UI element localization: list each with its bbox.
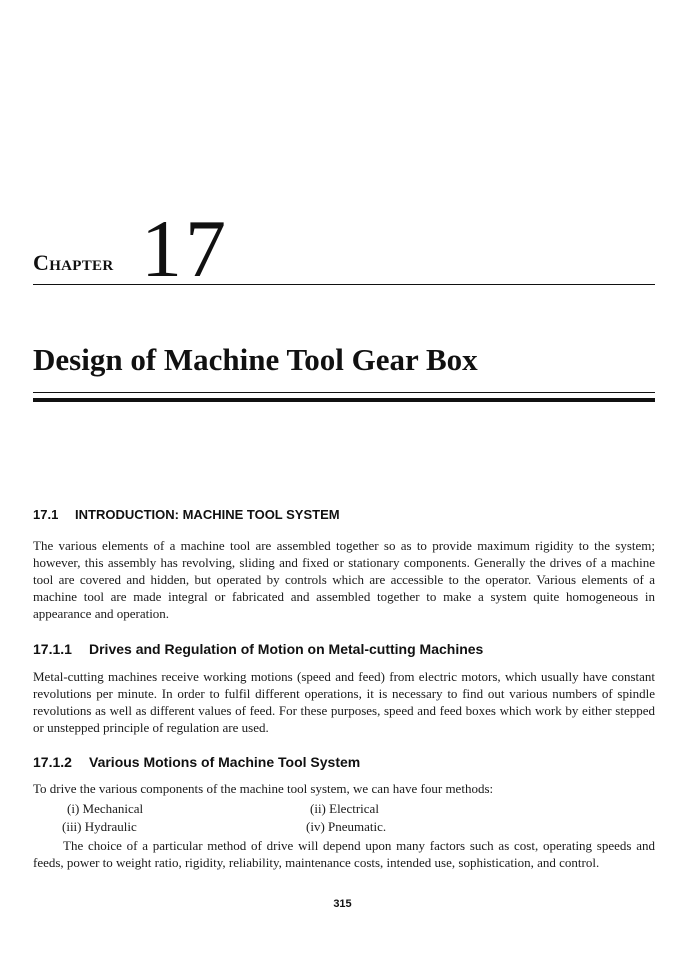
list-item-pneumatic: (iv) Pneumatic. xyxy=(306,819,387,834)
title-divider-thick xyxy=(33,398,655,402)
section-heading-17-1 xyxy=(33,507,340,522)
section-number: 17.1.1 xyxy=(33,641,72,657)
section-title: Drives and Regulation of Motion on Metal-cutting Machines xyxy=(89,641,484,657)
chapter-title: Design of Machine Tool Gear Box xyxy=(33,342,478,377)
section-heading-17-1-1 xyxy=(33,641,483,657)
paragraph-drives-regulation: Metal-cutting machines receive working motions (speed and feed) from electric motors, which usually have constant revolutions per minute. In order to fulfil different operations, it is necessary to find out various numbers of spindle revolutions as well as different values of feed. For these purposes, speed and feed boxes which work by either stepped or unstepped principle of regulation are used. xyxy=(33,669,655,735)
paragraph-choice-of-drive: The choice of a particular method of drive will depend upon many factors such as cost, operating speeds and feeds, power to weight ratio, rigidity, reliability, maintenance costs, intended use, sophistication, and control. xyxy=(33,838,655,870)
list-item-mechanical: (i) Mechanical xyxy=(67,801,144,816)
list-item-hydraulic: (iii) Hydraulic xyxy=(62,819,137,834)
section-number: 17.1 xyxy=(33,507,59,522)
chapter-heading xyxy=(33,203,655,294)
paragraph-introduction: The various elements of a machine tool are assembled together so as to provide maximum rigidity to the system; however, this assembly has revolving, sliding and fixed or stationary components. Generally the drives of a machine tool are covered and hidden, but operated by controls which are accessible to the operator. Various elements of a machine tool are made integral or fabricated and assembled together to make a system quite homogeneous in appearance and operation. xyxy=(33,538,655,621)
chapter-number: 17 xyxy=(141,203,229,294)
section-title: Various Motions of Machine Tool System xyxy=(89,754,361,770)
title-divider-thin xyxy=(33,392,655,393)
section-heading-17-1-2 xyxy=(33,754,360,770)
chapter-label: Chapter xyxy=(33,250,114,275)
list-item-electrical: (ii) Electrical xyxy=(310,801,379,816)
section-number: 17.1.2 xyxy=(33,754,72,770)
paragraph-methods-intro: To drive the various components of the machine tool system, we can have four methods: xyxy=(33,781,494,796)
page-number: 315 xyxy=(333,898,352,910)
section-title: INTRODUCTION: MACHINE TOOL SYSTEM xyxy=(75,507,340,522)
